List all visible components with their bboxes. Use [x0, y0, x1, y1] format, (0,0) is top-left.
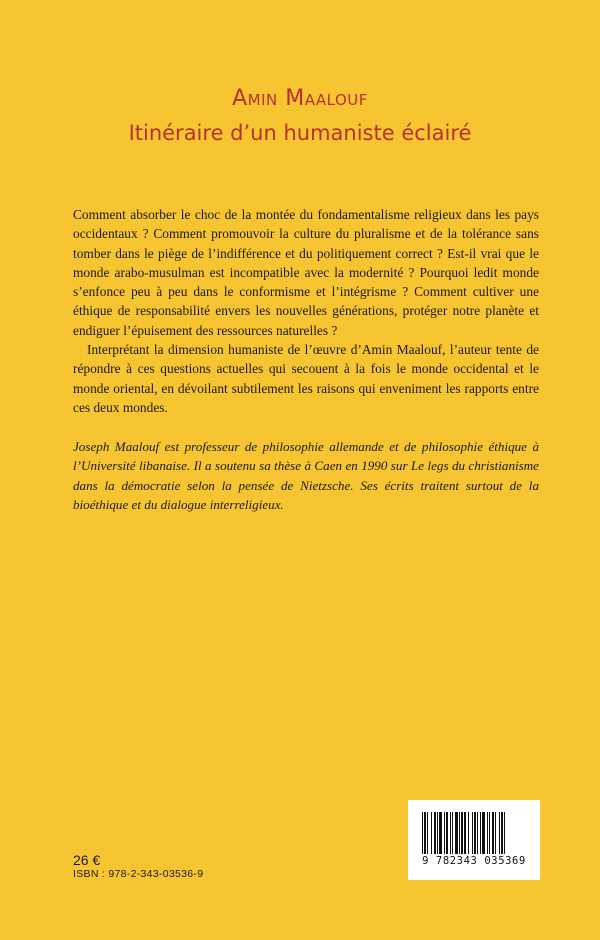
- isbn: ISBN : 978-2-343-03536-9: [73, 868, 204, 880]
- barcode-bars: [422, 812, 526, 854]
- book-subtitle: Itinéraire d’un humaniste éclairé: [128, 121, 472, 145]
- back-cover-blurb: [73, 205, 539, 417]
- barcode-number: 9 782343 035369: [422, 855, 526, 867]
- blurb-paragraph: Interprétant la dimension humaniste de l’œuvre d’Amin Maalouf, l’auteur tente de répondre à ces questions actuelles qui secouent à la fois le monde occidental et le monde oriental, en dévoilant subtilement les raisons qui enveniment les rapports entre ces deux mondes.: [73, 342, 539, 415]
- blurb-paragraph: Comment absorber le choc de la montée du fondamentalisme religieux dans les pays occidentaux ? Comment promouvoir la culture du pluralisme et de la tolérance sans tomber dans le piège de l’indifférence et du politiquement correct ? Est-il vrai que le monde arabo-musulman est incompatible avec la modernité ? Pourquoi ledit monde s’enfonce peu à peu dans le conformisme et l’intégrisme ? Comment cultiver une éthique de responsabilité envers les nouvelles générations, protéger notre planète et endiguer l’épuisement des ressources naturelles ?: [73, 207, 539, 338]
- price: 26 €: [73, 852, 101, 868]
- author-bio: Joseph Maalouf est professeur de philosophie allemande et de philosophie éthique à l’Université libanaise. Il a soutenu sa thèse à Caen en 1990 sur Le legs du christianisme dans la démocratie selon la pensée de Nietzsche. Ses écrits traitent surtout de la bioéthique et du dialogue interreligieux.: [73, 439, 539, 512]
- author-name: Amin Maalouf: [232, 86, 368, 111]
- barcode: [408, 800, 540, 880]
